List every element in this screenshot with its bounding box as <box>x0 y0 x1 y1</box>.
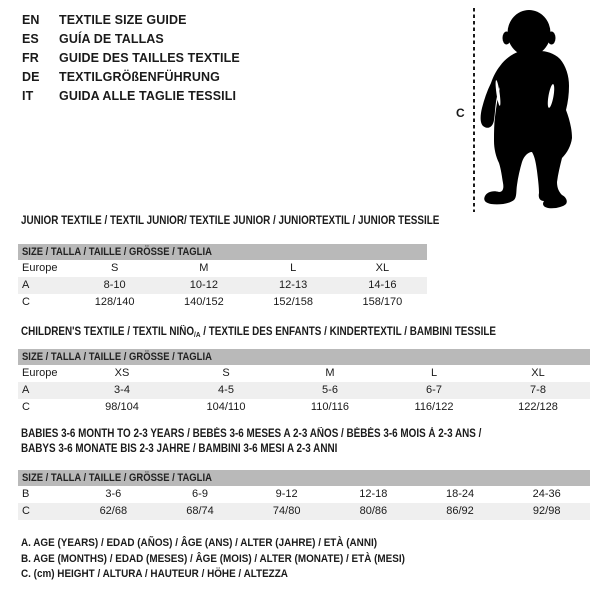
language-code: DE <box>22 69 40 84</box>
legend-notes <box>21 536 448 583</box>
language-title: GUIDE DES TAILLES TEXTILE <box>59 50 240 65</box>
table-cell: 14-16 <box>368 279 397 291</box>
table-row-height <box>18 294 427 311</box>
size-header-bar <box>18 470 590 486</box>
note-age-years <box>21 536 448 552</box>
row-label: C <box>22 401 30 413</box>
note-age-months <box>21 552 448 568</box>
table-cell: 6-7 <box>426 384 442 396</box>
table-cell: XL <box>375 262 390 274</box>
table-cell: 104/110 <box>206 401 246 413</box>
table-cell: 128/140 <box>94 296 135 308</box>
language-row-it <box>22 86 240 105</box>
note-text: A. AGE (YEARS) / EDAD (AÑOS) / ÂGE (ANS) / ALTER (JAHRE) / ETÀ (ANNI) <box>21 537 378 549</box>
table-cell: 110/116 <box>310 401 350 413</box>
table-cell: L <box>430 367 438 379</box>
table-cell: 5-6 <box>322 384 338 396</box>
babies-table-title-line2: BABYS 3-6 MONATE BIS 2-3 JAHRE / BAMBINI 3-6 MESI A 2-3 ANNI <box>21 443 338 455</box>
junior-size-table <box>18 244 427 311</box>
language-code: IT <box>22 88 34 103</box>
height-measure-label: C <box>456 106 465 120</box>
language-code: FR <box>22 50 39 65</box>
table-row-height <box>18 399 590 416</box>
baby-ear-left <box>503 32 511 45</box>
table-cell: M <box>199 262 209 274</box>
note-text: B. AGE (MONTHS) / EDAD (MESES) / ÂGE (MOIS) / ALTER (MONATE) / ETÀ (MESI) <box>21 552 405 565</box>
table-cell: 8-10 <box>103 279 126 291</box>
table-cell: 92/98 <box>532 505 561 517</box>
language-row-de <box>22 67 240 86</box>
language-title: GUIDA ALLE TAGLIE TESSILI <box>59 88 237 103</box>
table-cell: XS <box>114 367 130 379</box>
table-cell: L <box>290 262 297 274</box>
junior-table-title <box>21 214 507 229</box>
table-cell: 10-12 <box>189 279 218 291</box>
table-row-age <box>18 382 590 399</box>
table-cell: 12-13 <box>279 279 308 291</box>
table-cell: S <box>222 367 230 379</box>
note-height-cm <box>21 567 448 583</box>
table-cell: 158/170 <box>362 296 403 308</box>
table-cell: 6-9 <box>192 488 208 500</box>
childrens-table-title-text <box>21 325 496 342</box>
table-cell: 86/92 <box>446 505 474 517</box>
row-label: A <box>22 384 30 396</box>
language-row-fr <box>22 48 240 67</box>
table-cell: 80/86 <box>359 505 388 517</box>
childrens-table-title <box>21 325 573 342</box>
row-label: Europe <box>22 367 58 379</box>
language-row-en <box>22 10 240 29</box>
table-cell: S <box>110 262 119 274</box>
baby-head <box>508 10 551 56</box>
language-title: TEXTILE SIZE GUIDE <box>59 12 187 27</box>
babies-table-title <box>21 427 556 457</box>
table-cell: 4-5 <box>218 384 234 396</box>
language-code: ES <box>22 31 39 46</box>
childrens-size-table <box>18 349 590 416</box>
language-title: TEXTILGRÖßENFÜHRUNG <box>59 69 220 84</box>
row-label: Europe <box>22 262 58 274</box>
table-cell: 74/80 <box>272 505 301 517</box>
row-label: B <box>22 488 30 500</box>
babies-size-table <box>18 470 590 520</box>
table-cell: 18-24 <box>445 488 475 500</box>
row-label: A <box>22 279 30 291</box>
language-list <box>22 10 240 105</box>
title-prefix: CHILDREN'S TEXTILE / TEXTIL NIÑO <box>21 326 195 338</box>
table-cell: 7-8 <box>530 384 546 396</box>
table-row-europe <box>18 260 427 277</box>
table-row-europe <box>18 365 590 382</box>
table-cell: 98/104 <box>105 401 139 413</box>
table-cell: 24-36 <box>532 488 561 500</box>
table-cell: 12-18 <box>359 488 388 500</box>
table-cell: 3-4 <box>114 384 130 396</box>
table-row-age <box>18 277 427 294</box>
height-dashed-line <box>473 8 475 212</box>
row-label: C <box>22 505 30 517</box>
row-label: C <box>22 296 30 308</box>
size-header-bar <box>18 244 427 260</box>
table-cell: 116/122 <box>414 401 454 413</box>
table-cell: 9-12 <box>275 488 298 500</box>
table-cell: 152/158 <box>273 296 313 308</box>
size-header-bar <box>18 349 590 365</box>
table-row-months <box>18 486 590 503</box>
title-suffix: / TEXTILE DES ENFANTS / KINDERTEXTIL / BAMBINI TESSILE <box>200 326 496 338</box>
table-row-height <box>18 503 590 520</box>
table-cell: 68/74 <box>186 505 214 517</box>
note-text: C. (cm) HEIGHT / ALTURA / HAUTEUR / HÖHE / ALTEZZA <box>21 568 288 580</box>
language-row-es <box>22 29 240 48</box>
table-cell: 62/68 <box>99 505 128 517</box>
junior-table-title-text: JUNIOR TEXTILE / TEXTIL JUNIOR/ TEXTILE JUNIOR / JUNIORTEXTIL / JUNIOR TESSILE <box>21 215 440 227</box>
language-code: EN <box>22 12 40 27</box>
baby-body <box>481 51 572 208</box>
table-cell: 3-6 <box>105 488 122 500</box>
table-cell: 122/128 <box>518 401 558 413</box>
size-header-text: SIZE / TALLA / TAILLE / GRÖSSE / TAGLIA <box>22 246 212 258</box>
language-title: GUÍA DE TALLAS <box>59 31 164 46</box>
size-header-text: SIZE / TALLA / TAILLE / GRÖSSE / TAGLIA <box>22 472 212 484</box>
baby-silhouette <box>478 7 578 212</box>
table-cell: 140/152 <box>183 296 224 308</box>
baby-ear-right <box>548 32 556 45</box>
title-subscript: /A <box>194 330 201 339</box>
size-header-text: SIZE / TALLA / TAILLE / GRÖSSE / TAGLIA <box>22 351 212 363</box>
table-cell: XL <box>531 367 545 379</box>
babies-table-title-line1: BABIES 3-6 MONTH TO 2-3 YEARS / BEBÉS 3-6 MESES A 2-3 AÑOS / BÉBÉS 3-6 MOIS À 2-3 ANS / <box>21 428 482 440</box>
table-cell: M <box>325 367 335 379</box>
